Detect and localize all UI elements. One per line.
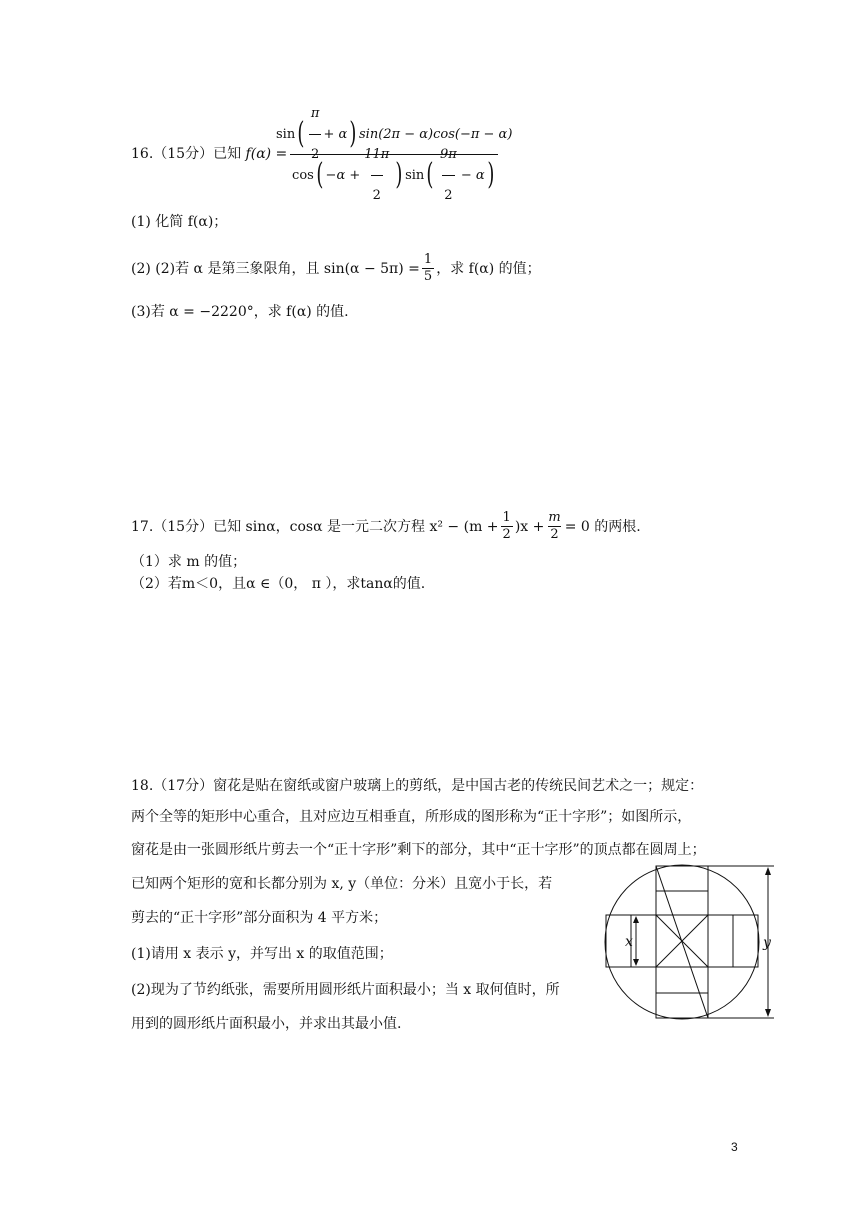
q18-line5: 剪去的“正十字形”部分面积为 4 平方米； (131, 910, 388, 926)
figure-long-diagonal (656, 866, 708, 1018)
q16-part2 (131, 252, 541, 285)
frac-num: 1 (502, 510, 511, 525)
q16-prefix-text: 16.（15分）已知 (131, 146, 242, 162)
den-cos: cos (292, 167, 314, 183)
q17-line1-c: = 0 的两根. (564, 518, 641, 535)
q18-line8: 用到的圆形纸片面积最小，并求出其最小值. (131, 1016, 402, 1032)
paren-close: ) (395, 157, 403, 192)
paren-open: ( (316, 157, 324, 192)
q16-numerator (276, 105, 513, 162)
frac-num: 9π (439, 146, 457, 162)
paren-close: ) (349, 116, 357, 151)
num-rest: sin(2π − α)cos(−π − α) (359, 126, 513, 142)
q16-fraction (276, 105, 513, 203)
frac-den: 2 (502, 527, 511, 542)
paren-open: ( (426, 157, 434, 192)
num-sin: sin (276, 126, 296, 142)
window-flower-figure (598, 858, 788, 1028)
minus-alpha: −α + (325, 167, 361, 183)
arrow-head (633, 916, 639, 923)
q18-line3: 窗花是由一张圆形纸片剪去一个“正十字形”剩下的部分，其中“正十字形”的顶点都在圆周上； (131, 842, 706, 858)
q16-part3: (3)若 α = −2220°，求 f(α) 的值. (131, 304, 349, 320)
arrow-head (765, 867, 771, 875)
q18-line4: 已知两个矩形的宽和长都分别为 x, y（单位：分米）且宽小于长，若 (131, 876, 553, 892)
q18-line6: (1)请用 x 表示 y，并写出 x 的取值范围； (131, 946, 393, 962)
q17-part2: （2）若m＜0，且α ∈（0， π ），求tanα的值. (131, 576, 426, 592)
frac-num: m (548, 510, 561, 525)
q18-line2: 两个全等的矩形中心重合，且对应边互相垂直，所形成的图形称为“正十字形”；如图所示， (131, 809, 692, 825)
figure-label-x: x (625, 934, 633, 950)
plus-alpha: + α (323, 126, 348, 142)
page-number: 3 (731, 1140, 738, 1154)
frac-num: π (310, 105, 320, 121)
frac-num: 11π (364, 146, 390, 162)
q18-line7: (2)现为了节约纸张，需要所用圆形纸片面积最小；当 x 取何值时，所 (131, 982, 560, 998)
one-half (501, 510, 513, 543)
frac-den: 2 (371, 175, 383, 216)
q17-line1-a: 17.（15分）已知 sinα，cosα 是一元二次方程 x² − (m + (131, 518, 499, 535)
one-fifth (422, 252, 434, 285)
paren-close: ) (486, 157, 494, 192)
11pi-over-2 (362, 135, 391, 216)
frac-den: 2 (442, 175, 454, 216)
frac-den: 2 (309, 134, 321, 175)
9pi-over-2 (438, 135, 459, 216)
frac-den: 2 (550, 527, 559, 542)
frac-den: 5 (423, 269, 433, 284)
minus-alpha: − α (460, 167, 485, 183)
m-over-2 (546, 510, 562, 543)
q16-part1: (1) 化简 f(α)； (131, 214, 228, 230)
q16-prefix (131, 144, 287, 164)
q16-fx: f(α) = (245, 146, 288, 162)
den-sin: sin (405, 167, 425, 183)
figure-label-y: y (763, 935, 771, 951)
frac-num: 1 (423, 252, 433, 267)
q16-part2-b: ，求 f(α) 的值； (436, 260, 541, 277)
q18-line1: 18.（17分）窗花是贴在窗纸或窗户玻璃上的剪纸，是中国古老的传统民间艺术之一；规定： (131, 778, 704, 794)
q16-part2-a: (2) (2)若 α 是第三象限角，且 sin(α − 5π) = (131, 260, 420, 277)
q17-part1: （1）求 m 的值； (131, 554, 247, 570)
q17-line1 (131, 510, 641, 543)
q17-line1-b: )x + (514, 518, 545, 535)
arrow-head (765, 1009, 771, 1017)
paren-open: ( (297, 116, 305, 151)
arrow-head (633, 959, 639, 966)
